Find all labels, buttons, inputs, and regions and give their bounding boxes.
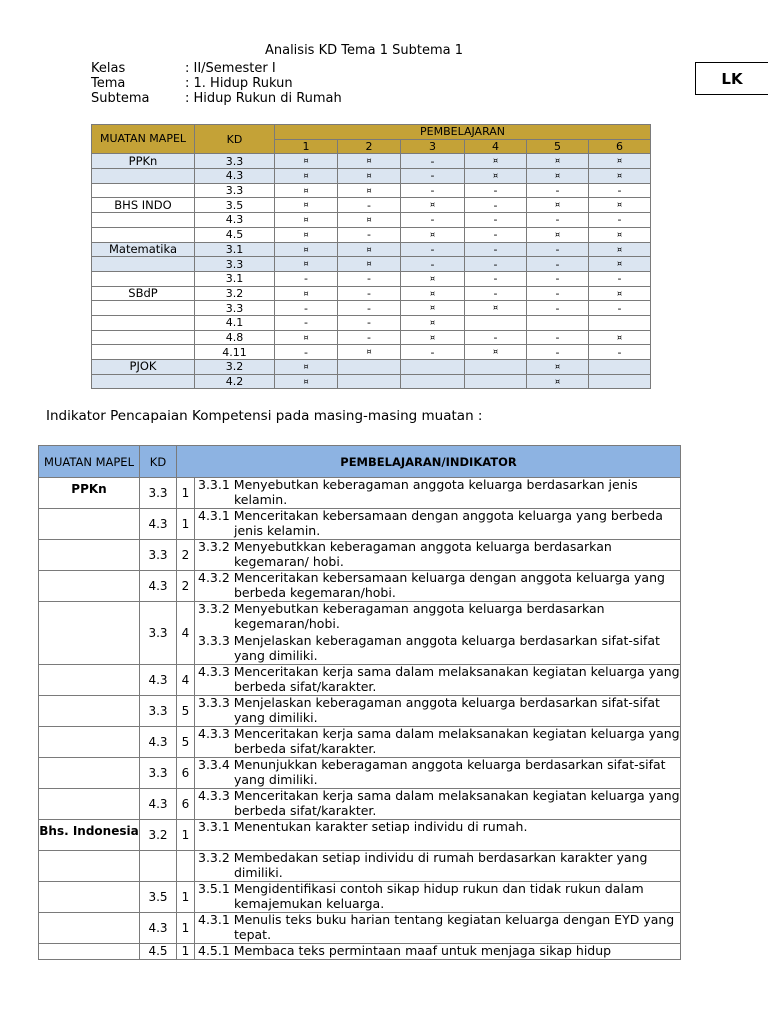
- indikator-item: 3.3.1 Menyebutkan keberagaman anggota keluarga berdasarkan jenis kelamin.: [198, 477, 638, 507]
- mapel-cell: [39, 696, 140, 727]
- mapel-cell: [39, 789, 140, 820]
- mapel-cell: [39, 913, 140, 944]
- table-row: [39, 602, 681, 665]
- kd-cell: 4.3: [140, 509, 177, 540]
- pembelajaran-number-cell: 1: [177, 944, 195, 960]
- kd-cell: 4.5: [140, 944, 177, 960]
- check-mark-cell: ¤: [589, 169, 651, 184]
- indikator-cell: [195, 851, 681, 882]
- check-mark-cell: ¤: [589, 242, 651, 257]
- cell: -: [589, 301, 651, 316]
- table-row: [92, 301, 651, 316]
- pembelajaran-number-cell: 1: [177, 478, 195, 509]
- check-mark-cell: ¤: [589, 286, 651, 301]
- check-mark-cell: ¤: [401, 227, 465, 242]
- table-row: [39, 882, 681, 913]
- check-mark-cell: ¤: [527, 154, 589, 169]
- cell: [465, 374, 527, 389]
- cell: -: [338, 286, 401, 301]
- check-mark-cell: ¤: [401, 301, 465, 316]
- mapel-cell: [39, 540, 140, 571]
- mapel-cell: [92, 213, 195, 228]
- check-mark-cell: ¤: [589, 257, 651, 272]
- lk-label-box: LK: [695, 62, 768, 95]
- check-mark-cell: ¤: [401, 315, 465, 330]
- table-row: [92, 198, 651, 213]
- table-row: [39, 944, 681, 960]
- kd-cell: 4.5: [195, 227, 275, 242]
- meta-row-tema: [91, 76, 342, 91]
- mapel-cell: [39, 851, 140, 882]
- table-row: [92, 213, 651, 228]
- meta-info: [91, 61, 342, 106]
- indikator-item: 4.3.3 Menceritakan kerja sama dalam melaksanakan kegiatan keluarga yang berbeda sifat/karakter.: [198, 788, 680, 818]
- cell: -: [527, 330, 589, 345]
- kd-cell: 4.3: [140, 913, 177, 944]
- indikator-body: [39, 478, 681, 960]
- pembelajaran-number-cell: 4: [177, 665, 195, 696]
- mapel-cell: [39, 665, 140, 696]
- check-mark-cell: ¤: [275, 360, 338, 375]
- mapel-cell: [92, 345, 195, 360]
- cell: -: [338, 315, 401, 330]
- pembelajaran-number-cell: 2: [177, 540, 195, 571]
- indikator-item: 3.3.1 Menentukan karakter setiap individu di rumah.: [198, 819, 528, 834]
- kd-cell: 4.8: [195, 330, 275, 345]
- indikator-item: 3.3.2 Menyebutkkan keberagaman anggota keluarga berdasarkan kegemaran/ hobi.: [198, 539, 612, 569]
- mapel-cell: [92, 169, 195, 184]
- check-mark-cell: ¤: [275, 257, 338, 272]
- table-row: [92, 154, 651, 169]
- header-kd: KD: [140, 446, 177, 478]
- mapel-cell: [92, 301, 195, 316]
- pembelajaran-number-4: 4: [465, 139, 527, 154]
- indikator-item: 4.3.3 Menceritakan kerja sama dalam melaksanakan kegiatan keluarga yang berbeda sifat/karakter.: [198, 664, 680, 694]
- mapel-cell: [92, 257, 195, 272]
- check-mark-cell: ¤: [275, 286, 338, 301]
- check-mark-cell: ¤: [465, 169, 527, 184]
- pembelajaran-number-cell: 6: [177, 789, 195, 820]
- cell: -: [527, 242, 589, 257]
- indikator-item: 4.3.3 Menceritakan kerja sama dalam melaksanakan kegiatan keluarga yang berbeda sifat/karakter.: [198, 726, 680, 756]
- check-mark-cell: ¤: [338, 183, 401, 198]
- table-row: [39, 727, 681, 758]
- cell: -: [338, 271, 401, 286]
- cell: -: [465, 183, 527, 198]
- kd-cell: 3.2: [195, 360, 275, 375]
- header-pembelajaran-indikator: PEMBELAJARAN/INDIKATOR: [177, 446, 681, 478]
- cell: -: [589, 183, 651, 198]
- check-mark-cell: ¤: [275, 213, 338, 228]
- cell: [338, 374, 401, 389]
- check-mark-cell: ¤: [338, 213, 401, 228]
- meta-key: Subtema: [91, 91, 150, 106]
- kd-cell: 4.3: [140, 665, 177, 696]
- check-mark-cell: ¤: [338, 257, 401, 272]
- table-row: [92, 345, 651, 360]
- check-mark-cell: ¤: [275, 198, 338, 213]
- indikator-item: 4.3.1 Menceritakan kebersamaan dengan anggota keluarga yang berbeda jenis kelamin.: [198, 508, 663, 538]
- table-row: [92, 242, 651, 257]
- kd-cell: 4.3: [140, 727, 177, 758]
- table-row: [39, 913, 681, 944]
- mapel-cell: [92, 330, 195, 345]
- mapel-cell: [92, 374, 195, 389]
- cell: -: [275, 301, 338, 316]
- cell: -: [527, 183, 589, 198]
- pembelajaran-number-cell: 1: [177, 820, 195, 851]
- table-row: [39, 696, 681, 727]
- kd-cell: 4.11: [195, 345, 275, 360]
- mapel-cell: [39, 602, 140, 665]
- kd-analysis-table: [91, 124, 651, 389]
- meta-value: : 1. Hidup Rukun: [185, 76, 293, 91]
- kd-cell: 4.3: [195, 169, 275, 184]
- check-mark-cell: ¤: [275, 374, 338, 389]
- table-row: [92, 360, 651, 375]
- mapel-cell: PPKn: [92, 154, 195, 169]
- cell: -: [527, 345, 589, 360]
- indikator-item: 3.3.3 Menjelaskan keberagaman anggota keluarga berdasarkan sifat-sifat yang dimiliki.: [198, 633, 660, 663]
- kd-cell: 3.3: [140, 758, 177, 789]
- cell: -: [465, 213, 527, 228]
- cell: -: [401, 345, 465, 360]
- check-mark-cell: ¤: [589, 154, 651, 169]
- indikator-item: 4.3.2 Menceritakan kebersamaan keluarga dengan anggota keluarga yang berbeda kegemaran/hobi.: [198, 570, 665, 600]
- pembelajaran-number-cell: 5: [177, 727, 195, 758]
- cell: -: [338, 330, 401, 345]
- table-row: [92, 330, 651, 345]
- indikator-cell: [195, 758, 681, 789]
- check-mark-cell: ¤: [275, 227, 338, 242]
- indikator-item: 3.3.2 Menyebutkan keberagaman anggota keluarga berdasarkan kegemaran/hobi.: [198, 601, 605, 631]
- cell: -: [401, 154, 465, 169]
- check-mark-cell: ¤: [527, 360, 589, 375]
- cell: -: [275, 271, 338, 286]
- cell: [401, 374, 465, 389]
- check-mark-cell: ¤: [338, 154, 401, 169]
- check-mark-cell: ¤: [275, 242, 338, 257]
- cell: [401, 360, 465, 375]
- indikator-cell: [195, 478, 681, 509]
- kd-cell: 3.1: [195, 242, 275, 257]
- cell: -: [338, 301, 401, 316]
- mapel-cell: [39, 571, 140, 602]
- table-row: [39, 789, 681, 820]
- pembelajaran-number-5: 5: [527, 139, 589, 154]
- indikator-cell: [195, 882, 681, 913]
- indikator-cell: [195, 789, 681, 820]
- kd-cell: 3.5: [140, 882, 177, 913]
- cell: [527, 315, 589, 330]
- kd-cell: 4.2: [195, 374, 275, 389]
- cell: -: [527, 286, 589, 301]
- indikator-cell: [195, 602, 681, 665]
- cell: -: [465, 330, 527, 345]
- check-mark-cell: ¤: [589, 198, 651, 213]
- check-mark-cell: ¤: [527, 169, 589, 184]
- cell: [465, 360, 527, 375]
- kd-analysis-body: [92, 154, 651, 389]
- check-mark-cell: ¤: [401, 271, 465, 286]
- meta-row-kelas: [91, 61, 342, 76]
- pembelajaran-number-cell: 1: [177, 913, 195, 944]
- cell: -: [465, 286, 527, 301]
- table-row: [92, 315, 651, 330]
- cell: -: [589, 213, 651, 228]
- indikator-item: 4.3.1 Menulis teks buku harian tentang kegiatan keluarga dengan EYD yang tepat.: [198, 912, 675, 942]
- mapel-cell: PJOK: [92, 360, 195, 375]
- meta-key: Kelas: [91, 61, 126, 76]
- kd-cell: 3.3: [140, 540, 177, 571]
- table-row: [39, 820, 681, 851]
- indikator-cell: [195, 540, 681, 571]
- cell: -: [401, 242, 465, 257]
- kd-cell: 4.3: [195, 213, 275, 228]
- table-row: [92, 374, 651, 389]
- pembelajaran-number-cell: 1: [177, 882, 195, 913]
- cell: -: [465, 271, 527, 286]
- mapel-cell: BHS INDO: [92, 198, 195, 213]
- kd-cell: 3.3: [195, 257, 275, 272]
- table-row: [92, 183, 651, 198]
- indikator-item: 3.3.2 Membedakan setiap individu di rumah berdasarkan karakter yang dimiliki.: [198, 850, 648, 880]
- table-row: [39, 758, 681, 789]
- cell: -: [589, 271, 651, 286]
- cell: [465, 315, 527, 330]
- mapel-cell: SBdP: [92, 286, 195, 301]
- cell: -: [275, 315, 338, 330]
- mapel-cell: [39, 727, 140, 758]
- pembelajaran-number-6: 6: [589, 139, 651, 154]
- indikator-cell: [195, 944, 681, 960]
- cell: -: [527, 271, 589, 286]
- table-row: [39, 478, 681, 509]
- check-mark-cell: ¤: [527, 227, 589, 242]
- pembelajaran-number-2: 2: [338, 139, 401, 154]
- pembelajaran-number-cell: 5: [177, 696, 195, 727]
- check-mark-cell: ¤: [527, 374, 589, 389]
- mapel-cell: [92, 315, 195, 330]
- header-muatan-mapel: MUATAN MAPEL: [92, 125, 195, 154]
- pembelajaran-number-cell: 1: [177, 509, 195, 540]
- kd-cell: 3.3: [195, 154, 275, 169]
- indikator-table: [38, 445, 681, 960]
- pembelajaran-number-3: 3: [401, 139, 465, 154]
- cell: [589, 360, 651, 375]
- header-kd: KD: [195, 125, 275, 154]
- cell: -: [527, 257, 589, 272]
- table-row: [92, 169, 651, 184]
- cell: -: [527, 213, 589, 228]
- cell: -: [401, 213, 465, 228]
- check-mark-cell: ¤: [401, 198, 465, 213]
- indikator-cell: [195, 509, 681, 540]
- check-mark-cell: ¤: [275, 154, 338, 169]
- indikator-cell: [195, 913, 681, 944]
- table-row: [92, 227, 651, 242]
- kd-cell: 3.3: [140, 602, 177, 665]
- kd-cell: 3.2: [140, 820, 177, 851]
- meta-value: : II/Semester I: [185, 61, 276, 76]
- cell: [589, 374, 651, 389]
- mapel-cell: [92, 183, 195, 198]
- cell: -: [465, 198, 527, 213]
- meta-row-subtema: [91, 91, 342, 106]
- kd-cell: 4.3: [140, 789, 177, 820]
- indikator-cell: [195, 571, 681, 602]
- mapel-cell: [39, 509, 140, 540]
- pembelajaran-number-1: 1: [275, 139, 338, 154]
- check-mark-cell: ¤: [465, 154, 527, 169]
- mapel-cell: [39, 758, 140, 789]
- meta-key: Tema: [91, 76, 126, 91]
- table-row: [92, 257, 651, 272]
- cell: [338, 360, 401, 375]
- cell: -: [275, 345, 338, 360]
- pembelajaran-number-cell: 6: [177, 758, 195, 789]
- kd-cell: 4.3: [140, 571, 177, 602]
- check-mark-cell: ¤: [527, 198, 589, 213]
- cell: -: [465, 257, 527, 272]
- mapel-cell: Matematika: [92, 242, 195, 257]
- cell: -: [401, 169, 465, 184]
- kd-cell: 3.3: [195, 301, 275, 316]
- document-title: Analisis KD Tema 1 Subtema 1: [264, 43, 464, 58]
- kd-cell: 3.5: [195, 198, 275, 213]
- check-mark-cell: ¤: [275, 183, 338, 198]
- check-mark-cell: ¤: [465, 345, 527, 360]
- indikator-cell: [195, 727, 681, 758]
- mapel-cell: [39, 882, 140, 913]
- pembelajaran-number-cell: [177, 851, 195, 882]
- kd-cell: 3.1: [195, 271, 275, 286]
- pembelajaran-number-cell: 4: [177, 602, 195, 665]
- indikator-cell: [195, 820, 681, 851]
- check-mark-cell: ¤: [465, 301, 527, 316]
- cell: -: [465, 242, 527, 257]
- header-pembelajaran: PEMBELAJARAN: [275, 125, 651, 140]
- mapel-cell: Bhs. Indonesia: [39, 820, 140, 851]
- table-row: [39, 571, 681, 602]
- check-mark-cell: ¤: [589, 330, 651, 345]
- meta-value: : Hidup Rukun di Rumah: [185, 91, 342, 106]
- mapel-cell: [92, 271, 195, 286]
- table-row: [92, 286, 651, 301]
- cell: -: [338, 198, 401, 213]
- indikator-item: 3.3.3 Menjelaskan keberagaman anggota keluarga berdasarkan sifat-sifat yang dimiliki.: [198, 695, 660, 725]
- table-row: [39, 665, 681, 696]
- mapel-cell: PPKn: [39, 478, 140, 509]
- indikator-heading: Indikator Pencapaian Kompetensi pada masing-masing muatan :: [46, 408, 483, 424]
- header-muatan-mapel: MUATAN MAPEL: [39, 446, 140, 478]
- table-row: [92, 271, 651, 286]
- cell: -: [401, 257, 465, 272]
- cell: -: [338, 227, 401, 242]
- cell: [589, 315, 651, 330]
- cell: -: [527, 301, 589, 316]
- pembelajaran-number-cell: 2: [177, 571, 195, 602]
- indikator-cell: [195, 665, 681, 696]
- mapel-cell: [39, 944, 140, 960]
- kd-cell: 4.1: [195, 315, 275, 330]
- check-mark-cell: ¤: [589, 227, 651, 242]
- check-mark-cell: ¤: [338, 242, 401, 257]
- cell: -: [465, 227, 527, 242]
- indikator-item: 3.3.4 Menunjukkan keberagaman anggota keluarga berdasarkan sifat-sifat yang dimiliki.: [198, 757, 666, 787]
- check-mark-cell: ¤: [275, 169, 338, 184]
- kd-cell: 3.3: [195, 183, 275, 198]
- table-row: [39, 509, 681, 540]
- kd-cell: 3.2: [195, 286, 275, 301]
- mapel-cell: [92, 227, 195, 242]
- kd-cell: 3.3: [140, 696, 177, 727]
- kd-cell: 3.3: [140, 478, 177, 509]
- indikator-item: 4.5.1 Membaca teks permintaan maaf untuk menjaga sikap hidup: [198, 943, 612, 958]
- table-row: [39, 851, 681, 882]
- cell: -: [401, 183, 465, 198]
- check-mark-cell: ¤: [275, 330, 338, 345]
- check-mark-cell: ¤: [401, 286, 465, 301]
- check-mark-cell: ¤: [338, 169, 401, 184]
- table-row: [39, 540, 681, 571]
- check-mark-cell: ¤: [401, 330, 465, 345]
- indikator-item: 3.5.1 Mengidentifikasi contoh sikap hidup rukun dan tidak rukun dalam kemajemukan keluarga.: [198, 881, 644, 911]
- cell: -: [589, 345, 651, 360]
- kd-cell: [140, 851, 177, 882]
- indikator-cell: [195, 696, 681, 727]
- check-mark-cell: ¤: [338, 345, 401, 360]
